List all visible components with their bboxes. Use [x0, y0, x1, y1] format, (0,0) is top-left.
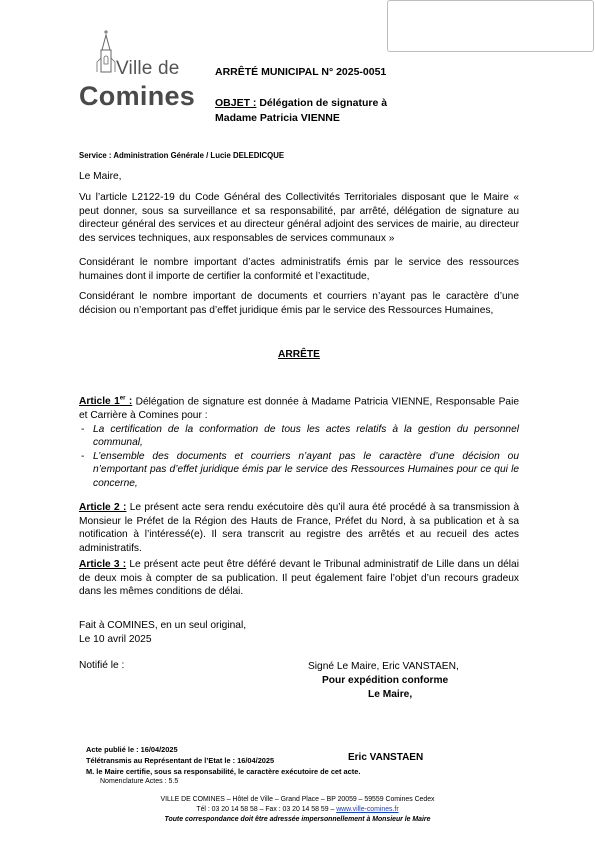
fait-line1: Fait à COMINES, en un seul original,	[79, 620, 247, 631]
signature-line2: Pour expédition conforme	[322, 675, 449, 686]
stamp-box	[387, 0, 594, 52]
article-2-label: Article 2 :	[79, 502, 127, 513]
signature-line3: Le Maire,	[368, 689, 413, 700]
certifie: M. le Maire certifie, sous sa responsabilité, le caractère exécutoire de cet acte.	[86, 767, 361, 776]
footer-correspondence: Toute correspondance doit être adressée impersonnellement à Monsieur le Maire	[164, 816, 431, 823]
comines-logo	[78, 28, 200, 111]
notifie-le: Notifié le :	[79, 660, 125, 671]
footer-phone: Tél : 03 20 14 58 58 – Fax : 03 20 14 58 59 –	[196, 806, 337, 813]
service-line: Service : Administration Générale / Lucie DELEDICQUE	[79, 151, 285, 160]
footer-contact	[0, 805, 595, 815]
article-1-list	[79, 423, 519, 491]
objet-text: Délégation de signature à	[256, 97, 388, 109]
arrete-heading: ARRÊTE	[278, 349, 320, 360]
signature-line1: Signé Le Maire, Eric VANSTAEN,	[308, 661, 459, 672]
website-link[interactable]: www.ville-comines.fr	[336, 806, 399, 813]
article-1	[79, 393, 519, 491]
list-item: - La certification de la conformation de tous les actes relatifs à la gestion du personnel communal,	[79, 423, 519, 450]
signature-block	[300, 660, 480, 702]
church-icon	[95, 28, 117, 76]
objet	[215, 96, 465, 126]
article-3-text: Le présent acte peut être déféré devant le Tribunal administratif de Lille dans un délai de deux mois à compter de sa publication. Il peut également faire l’objet d’un recours gradeux dans les mêmes conditions de délai.	[79, 559, 519, 598]
footer-address: VILLE DE COMINES – Hôtel de Ville – Grand Place – BP 20059 – 59559 Comines Cedex	[160, 796, 435, 803]
acte-publie: Acte publié le : 16/04/2025	[86, 745, 178, 754]
logo-ville: Ville de	[116, 58, 180, 79]
article-3-label: Article 3 :	[79, 559, 127, 570]
list-item: - L’ensemble des documents et courriers n’ayant pas le caractère d’une décision ou n’emportant pas d’effet juridique émis par le service des Ressources Humaines pour ce qui le concerne,	[79, 450, 519, 491]
nomenclature: Nomenclature Actes : 5.5	[100, 778, 179, 785]
article-1-text: Délégation de signature est donnée à Madame Patricia VIENNE, Responsable Paie et Carrière à Comines pour :	[79, 396, 520, 421]
teletransmis: Télétransmis au Représentant de l’Etat le : 16/04/2025	[86, 756, 275, 765]
article-2	[79, 501, 519, 555]
article-3	[79, 558, 519, 599]
considerant-1: Vu l’article L2122-19 du Code Général des Collectivités Territoriales disposant que le Maire « peut donner, sous sa surveillance et sa responsabilité, par arrêté, délégation de signature au directeur général des services et au directeur général adjoint des services de mairie, au directeur des services techniques, aux responsables de services communaux »	[79, 192, 519, 244]
article-2-text: Le présent acte sera rendu exécutoire dès qu’il aura été procédé à sa transmission à Monsieur le Préfet de la Région des Hauts de France, Préfet du Nord, à sa publication et à sa notification à l’intéressé(e). Il sera transcrit au registre des arrêtés et au recueil des actes administratifs.	[79, 502, 519, 554]
signature-name: Eric VANSTAEN	[348, 752, 424, 763]
objet-line2: Madame Patricia VIENNE	[215, 112, 340, 124]
considerant-3: Considérant le nombre important de documents et courriers n’ayant pas le caractère d’une décision ou n’emportant pas d’effet juridique émis par le service des Ressources Humaines,	[79, 291, 519, 316]
article-1-label: Article 1er :	[79, 396, 133, 408]
objet-label: OBJET :	[215, 97, 257, 109]
fait-a	[79, 619, 519, 646]
logo-comines: Comines	[79, 81, 196, 111]
considerant-2: Considérant le nombre important d’actes administratifs émis par le service des ressources humaines dont il importe de certifier la conformité et l’exactitude,	[79, 257, 519, 282]
salutation: Le Maire,	[79, 171, 122, 182]
document-title: ARRÊTÉ MUNICIPAL N° 2025-0051	[215, 66, 387, 78]
fait-date: Le 10 avril 2025	[79, 633, 152, 645]
